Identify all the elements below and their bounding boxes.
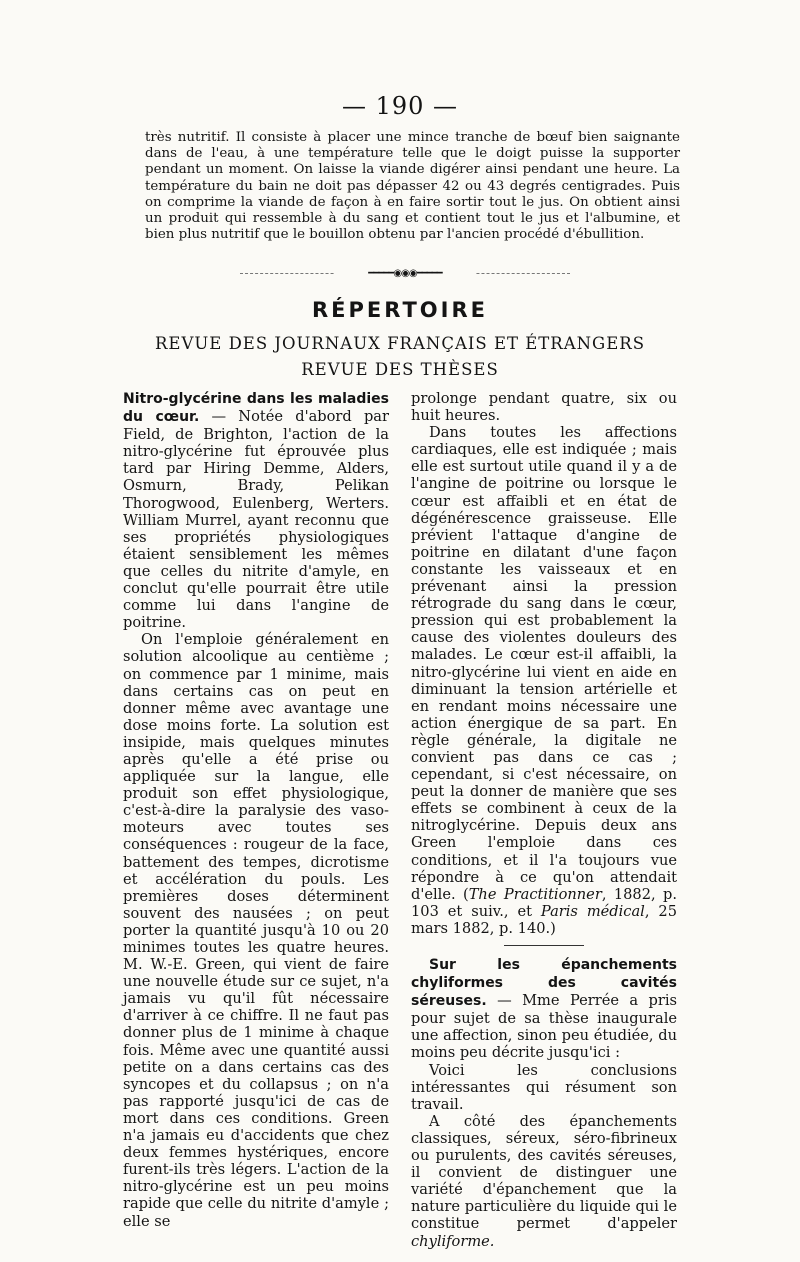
article-separator xyxy=(504,945,584,946)
source-practitionner: The Practitionner xyxy=(468,885,602,903)
page-number: — 190 — xyxy=(341,92,459,120)
fleuron-ornament: ━━━━━◉◉◉━━━━━ xyxy=(335,268,475,280)
article1-p4-text: Dans toutes les affections cardiaques, elle est indiquée ; mais elle est surtout utile quand il y a de l'angine de poitrine ou lorsque le cœur est affaibli et en état de dégénérescence graisseuse. Elle prévient l'attaque d'angine de poitrine en dilatant d'une façon constante les vaisseaux et en prévenant ainsi la pression rétrograde du sang dans le cœur, pression qui est probablement la cause des violentes douleurs des malades. Le cœur est-il affaibli, la nitro-glycérine lui vient en aide en diminuant la tension artérielle et en rendant moins nécessaire une action énergique de sa part. En règle générale, la digitale ne convient pas dans ce cas ; cependant, si c'est nécessaire, on peut la donner de manière que ses effets se combinent à ceux de la nitroglycérine. Depuis deux ans Green l'emploie dans ces conditions, et il l'a toujours vue répondre à ce qu'on attendait d'elle. ( xyxy=(411,424,677,903)
article2-lead xyxy=(411,956,677,1062)
article2-p1: — Mme Perrée a pris pour sujet de sa thèse inaugurale une affection, sinon peu étudiée, du moins peu décrite jusqu'ici : xyxy=(411,992,677,1062)
intro-paragraph xyxy=(145,130,680,243)
right-column xyxy=(411,390,677,1250)
article2-p2: Voici les conclusions intéressantes qui résument son travail. xyxy=(411,1061,677,1113)
article1-lead xyxy=(123,390,389,631)
article2-title: Sur les épanchements chyliformes des cavités séreuses. xyxy=(411,957,677,1010)
article2-p3-text: A côté des épanchements classiques, séreux, séro-fibrineux ou purulents, des cavités séreuses, il convient de distinguer une variété d'épanchement que la nature particulière du liquide qui le constitue permet d'appeler xyxy=(411,1112,677,1233)
article2-p3 xyxy=(411,1113,677,1250)
article1-p3: prolonge pendant quatre, six ou huit heures. xyxy=(411,390,677,425)
source-end: , 25 mars 1882, p. 140.) xyxy=(411,902,677,937)
left-column xyxy=(123,390,389,1230)
article1-p1: — Notée d'abord par Field, de Brighton, l'action de la nitro-glycérine fut éprouvée plus tard par Hiring Demme, Alders, Osmurn, Brady, Pelikan Thorogwood, Eulenberg, Werters. William Murrel, ayant reconnu que ses propriétés physiologiques étaient sensiblement les mêmes que celles du nitrite d'amyle, en conclut qu'elle pourrait être utile comme lui dans l'angine de poitrine. xyxy=(123,408,389,632)
article1-title: Nitro-glycérine dans les maladies du cœur. xyxy=(123,391,389,426)
article1-p4 xyxy=(411,424,677,937)
section-subtitle-theses: REVUE DES THÈSES xyxy=(301,360,499,379)
section-title: RÉPERTOIRE xyxy=(312,298,488,322)
source-paris-medical: Paris médical xyxy=(540,902,645,920)
intro-text: très nutritif. Il consiste à placer une mince tranche de bœuf bien saignante dans de l'eau, à une température telle que le doigt puisse la supporter pendant un moment. On laisse la viande digérer ainsi pendant une heure. La température du bain ne doit pas dépasser 42 ou 43 degrés centigrades. Puis on comprime la viande de façon à en faire sortir tout le jus. On obtient ainsi un produit qui ressemble à du sang et contient tout le jus et l'albumine, et bien plus nutritif que le bouillon obtenu par l'ancien procédé d'ébullition. xyxy=(145,130,680,243)
article1-p2: On l'emploie généralement en solution alcoolique au centième ; on commence par 1 minime, mais dans certains cas on peut en donner même avec avantage une dose moins forte. La solution est insipide, mais quelques minutes après qu'elle a été prise ou appliquée sur la langue, elle produit son effet physiologique, c'est-à-dire la paralysie des vaso-moteurs avec toutes ses conséquences : rougeur de la face, battement des tempes, dicrotisme et accélération du pouls. Les premières doses déterminent souvent des nausées ; on peut porter la quantité jusqu'à 10 ou 20 minimes toutes les quatre heures. M. W.-E. Green, qui vient de faire une nouvelle étude sur ce sujet, n'a jamais vu qu'il fût nécessaire d'arriver à ce chiffre. Il ne faut pas donner plus de 1 minime à chaque fois. Même avec une quantité aussi petite on a dans certains cas des syncopes et du collapsus ; on n'a pas rapporté jusqu'ici de cas de mort dans ces conditions. Green n'a jamais eu d'accidents que chez deux femmes hystériques, encore furent-ils très légers. L'action de la nitro-glycérine est un peu moins rapide que celle du nitrite d'amyle ; elle se xyxy=(123,631,389,1230)
article2-p3-em: chyliforme. xyxy=(411,1232,495,1250)
source-mid: , 1882, p. 103 et suiv., et xyxy=(411,885,678,920)
section-subtitle-journals: REVUE DES JOURNAUX FRANÇAIS ET ÉTRANGERS xyxy=(154,334,646,353)
ornamental-divider xyxy=(240,268,570,280)
